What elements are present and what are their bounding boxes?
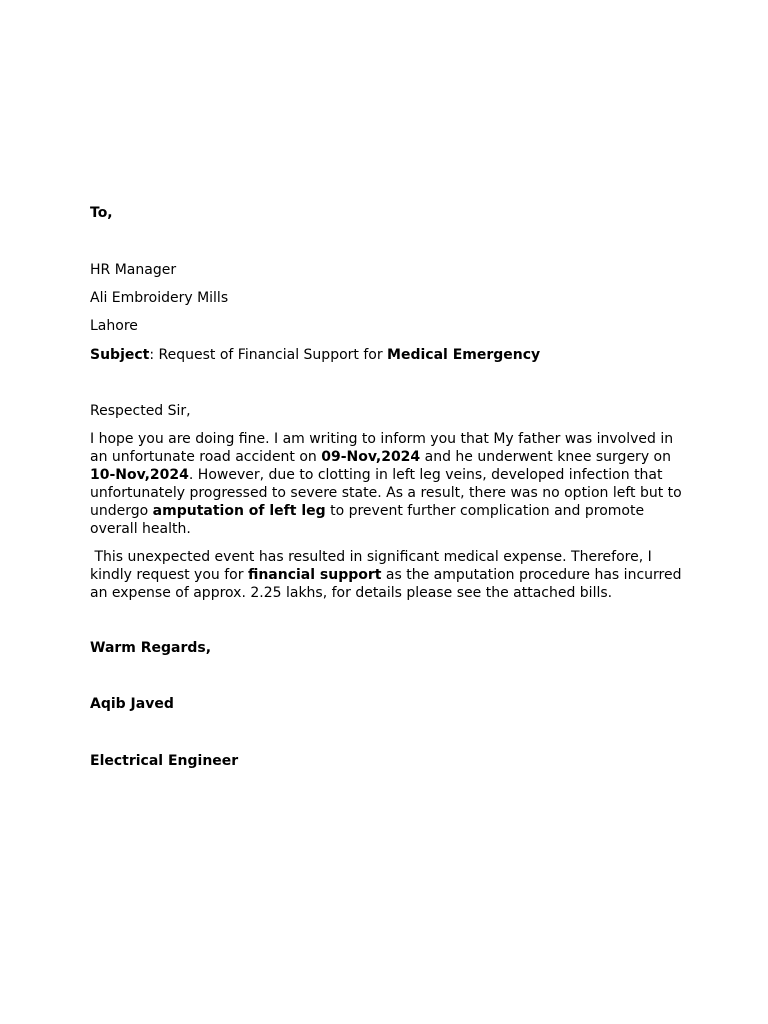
recipient-title: HR Manager: [90, 262, 177, 278]
p1-text-1: I hope you are doing fine. I am writing to inform you that My father was involved in an unfortunate road accident on: [90, 431, 674, 465]
p1-text-2: and he underwent knee surgery on: [420, 449, 671, 465]
sender-name-line: [90, 695, 174, 713]
subject-line: [90, 346, 540, 364]
p1-date-accident: 09-Nov,2024: [321, 449, 421, 465]
recipient-city: Lahore: [90, 318, 138, 334]
body-paragraph-2: [90, 548, 690, 602]
to-line: [90, 204, 113, 222]
p1-text-4: to prevent further complication and promote overall health.: [90, 503, 645, 537]
salutation-to: To,: [90, 205, 113, 221]
sender-title-line: [90, 752, 238, 770]
p2-financial-support: financial support: [247, 567, 382, 583]
body-paragraph-1: [90, 430, 690, 538]
sender-title: Electrical Engineer: [90, 753, 239, 769]
sender-name: Aqib Javed: [90, 696, 174, 712]
p2-text-1: This unexpected event has resulted in significant medical expense. Therefore, I kindly request you for: [90, 549, 657, 583]
closing: Warm Regards,: [90, 640, 212, 656]
p1-text-3: . However, due to clotting in left leg veins, developed infection that unfortunately progressed to severe state. As a result, there was no option left but to undergo: [90, 467, 682, 519]
subject-label: Subject: [90, 347, 150, 363]
subject-emphasis: Medical Emergency: [387, 347, 541, 363]
p2-text-2: as the amputation procedure has incurred an expense of approx. 2.25 lakhs, for details please see the attached bills.: [90, 567, 686, 601]
p1-amputation: amputation of left leg: [152, 503, 326, 519]
closing-line: [90, 639, 211, 657]
p1-date-surgery: 10-Nov,2024: [90, 467, 189, 483]
subject-text: : Request of Financial Support for: [149, 347, 388, 363]
recipient-company: Ali Embroidery Mills: [90, 290, 229, 306]
greeting: Respected Sir,: [90, 403, 191, 419]
